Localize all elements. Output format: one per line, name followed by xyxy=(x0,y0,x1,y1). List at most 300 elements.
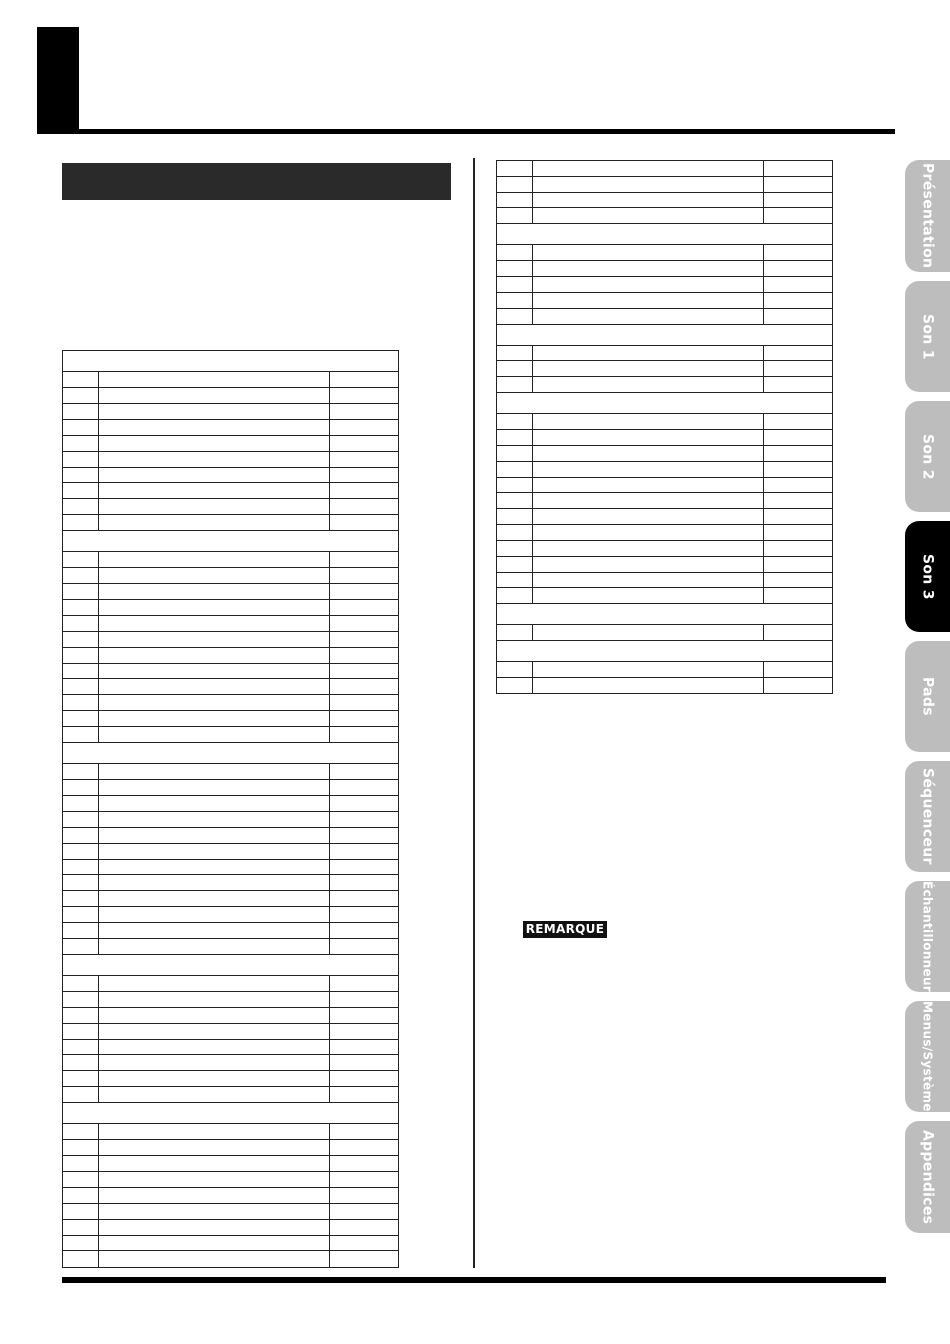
name-cell xyxy=(99,1251,330,1268)
table-row xyxy=(63,515,399,531)
table-row xyxy=(63,419,399,435)
table-row xyxy=(497,525,833,541)
tab-menus-systeme[interactable] xyxy=(905,1001,950,1112)
number-cell xyxy=(63,515,99,531)
table-row xyxy=(497,461,833,477)
value-cell xyxy=(330,991,399,1007)
table-row xyxy=(497,678,833,694)
name-cell xyxy=(99,467,330,483)
value-cell xyxy=(330,1124,399,1140)
name-cell xyxy=(99,780,330,796)
group-header-cell xyxy=(63,954,399,975)
name-cell xyxy=(533,377,764,393)
value-cell xyxy=(764,662,833,678)
number-cell xyxy=(497,308,533,324)
number-cell xyxy=(497,445,533,461)
value-cell xyxy=(330,780,399,796)
table-row xyxy=(63,695,399,711)
table-row xyxy=(497,361,833,377)
value-cell xyxy=(330,1187,399,1203)
value-cell xyxy=(330,764,399,780)
value-cell xyxy=(330,663,399,679)
number-cell xyxy=(63,795,99,811)
table-row xyxy=(497,556,833,572)
name-cell xyxy=(99,907,330,923)
table-row xyxy=(63,1219,399,1235)
value-cell xyxy=(764,525,833,541)
value-cell xyxy=(764,678,833,694)
number-cell xyxy=(63,976,99,992)
value-cell xyxy=(330,843,399,859)
table-row xyxy=(63,568,399,584)
table-row xyxy=(63,795,399,811)
value-cell xyxy=(330,451,399,467)
name-cell xyxy=(533,161,764,177)
name-cell xyxy=(99,1235,330,1251)
table-row xyxy=(63,891,399,907)
tab-label: Son 2 xyxy=(919,433,936,480)
name-cell xyxy=(99,631,330,647)
name-cell xyxy=(533,572,764,588)
value-cell xyxy=(330,923,399,939)
number-cell xyxy=(63,1071,99,1087)
value-cell xyxy=(764,345,833,361)
name-cell xyxy=(533,277,764,293)
number-cell xyxy=(497,161,533,177)
name-cell xyxy=(533,430,764,446)
table-row xyxy=(63,1124,399,1140)
value-cell xyxy=(764,308,833,324)
value-cell xyxy=(330,1219,399,1235)
number-cell xyxy=(63,1235,99,1251)
number-cell xyxy=(63,372,99,388)
name-cell xyxy=(533,176,764,192)
value-cell xyxy=(764,556,833,572)
number-cell xyxy=(63,1172,99,1188)
value-cell xyxy=(330,568,399,584)
header-rule xyxy=(37,129,895,134)
name-cell xyxy=(99,483,330,499)
table-group-header xyxy=(63,531,399,552)
table-row xyxy=(63,435,399,451)
name-cell xyxy=(533,588,764,604)
tab-label: Échantillonneur xyxy=(920,881,935,992)
number-cell xyxy=(497,625,533,641)
name-cell xyxy=(99,552,330,568)
tab-pads[interactable] xyxy=(905,641,950,752)
value-cell xyxy=(330,695,399,711)
name-cell xyxy=(533,625,764,641)
number-cell xyxy=(63,1203,99,1219)
tab-son-2[interactable] xyxy=(905,401,950,512)
name-cell xyxy=(99,599,330,615)
number-cell xyxy=(63,584,99,600)
table-row xyxy=(497,509,833,525)
number-cell xyxy=(63,499,99,515)
name-cell xyxy=(99,568,330,584)
name-cell xyxy=(99,1071,330,1087)
table-row xyxy=(63,1007,399,1023)
value-cell xyxy=(764,588,833,604)
number-cell xyxy=(63,1055,99,1071)
number-cell xyxy=(63,811,99,827)
number-cell xyxy=(63,1039,99,1055)
number-cell xyxy=(63,631,99,647)
table-row xyxy=(63,483,399,499)
table-row xyxy=(497,345,833,361)
table-row xyxy=(63,1203,399,1219)
name-cell xyxy=(99,419,330,435)
table-row xyxy=(63,1071,399,1087)
value-cell xyxy=(330,711,399,727)
name-cell xyxy=(99,1087,330,1103)
table-row xyxy=(63,552,399,568)
name-cell xyxy=(99,1039,330,1055)
name-cell xyxy=(99,451,330,467)
name-cell xyxy=(99,859,330,875)
value-cell xyxy=(330,1039,399,1055)
value-cell xyxy=(764,161,833,177)
name-cell xyxy=(99,372,330,388)
table-row xyxy=(497,414,833,430)
number-cell xyxy=(497,556,533,572)
table-row xyxy=(63,1172,399,1188)
footer-rule xyxy=(62,1277,886,1283)
number-cell xyxy=(63,388,99,404)
group-header-cell xyxy=(497,393,833,414)
tab-son-1[interactable] xyxy=(905,281,950,392)
number-cell xyxy=(63,435,99,451)
table-row xyxy=(63,599,399,615)
table-row xyxy=(63,711,399,727)
name-cell xyxy=(533,540,764,556)
value-cell xyxy=(330,891,399,907)
group-header-cell xyxy=(497,641,833,662)
name-cell xyxy=(533,678,764,694)
number-cell xyxy=(63,1251,99,1268)
value-cell xyxy=(330,938,399,954)
number-cell xyxy=(63,552,99,568)
name-cell xyxy=(99,584,330,600)
value-cell xyxy=(330,552,399,568)
table-group-header xyxy=(497,324,833,345)
table-row xyxy=(497,161,833,177)
column-divider xyxy=(473,158,475,1268)
table-row xyxy=(63,631,399,647)
number-cell xyxy=(497,192,533,208)
value-cell xyxy=(330,1172,399,1188)
tab-label: Son 3 xyxy=(919,553,936,600)
value-cell xyxy=(330,907,399,923)
number-cell xyxy=(497,361,533,377)
table-row xyxy=(497,176,833,192)
number-cell xyxy=(63,1187,99,1203)
tab-presentation[interactable] xyxy=(905,160,950,272)
number-cell xyxy=(63,875,99,891)
name-cell xyxy=(533,308,764,324)
group-header-cell xyxy=(497,224,833,245)
number-cell xyxy=(63,727,99,743)
value-cell xyxy=(764,572,833,588)
value-cell xyxy=(330,584,399,600)
number-cell xyxy=(63,827,99,843)
number-cell xyxy=(63,923,99,939)
number-cell xyxy=(63,467,99,483)
tab-appendices[interactable] xyxy=(905,1121,950,1233)
table-group-header xyxy=(63,954,399,975)
name-cell xyxy=(533,662,764,678)
value-cell xyxy=(330,1071,399,1087)
table-row xyxy=(63,451,399,467)
name-cell xyxy=(99,388,330,404)
value-cell xyxy=(330,1140,399,1156)
value-cell xyxy=(764,540,833,556)
table-row xyxy=(63,467,399,483)
number-cell xyxy=(63,991,99,1007)
name-cell xyxy=(99,1124,330,1140)
table-row xyxy=(63,827,399,843)
name-cell xyxy=(533,345,764,361)
table-row xyxy=(497,493,833,509)
value-cell xyxy=(330,1087,399,1103)
number-cell xyxy=(63,891,99,907)
group-header-cell xyxy=(63,531,399,552)
number-cell xyxy=(497,261,533,277)
name-cell xyxy=(99,976,330,992)
name-cell xyxy=(99,827,330,843)
value-cell xyxy=(764,414,833,430)
tab-echantillonneur[interactable] xyxy=(905,881,950,992)
tab-label: Présentation xyxy=(919,163,936,269)
table-row xyxy=(63,1235,399,1251)
number-cell xyxy=(497,377,533,393)
group-header-cell xyxy=(497,324,833,345)
number-cell xyxy=(497,477,533,493)
value-cell xyxy=(330,859,399,875)
table-row xyxy=(63,1023,399,1039)
number-cell xyxy=(63,1124,99,1140)
number-cell xyxy=(63,1007,99,1023)
name-cell xyxy=(99,795,330,811)
name-cell xyxy=(99,515,330,531)
value-cell xyxy=(330,372,399,388)
table-row xyxy=(63,647,399,663)
table-row xyxy=(497,588,833,604)
table-row xyxy=(63,1156,399,1172)
value-cell xyxy=(330,403,399,419)
name-cell xyxy=(99,727,330,743)
value-cell xyxy=(330,483,399,499)
number-cell xyxy=(63,679,99,695)
name-cell xyxy=(533,556,764,572)
name-cell xyxy=(99,1007,330,1023)
name-cell xyxy=(99,991,330,1007)
value-cell xyxy=(330,1251,399,1268)
remarque-badge: REMARQUE xyxy=(523,921,607,938)
number-cell xyxy=(63,663,99,679)
number-cell xyxy=(63,711,99,727)
number-cell xyxy=(63,568,99,584)
number-cell xyxy=(63,1156,99,1172)
table-row xyxy=(63,811,399,827)
name-cell xyxy=(533,361,764,377)
table-row xyxy=(497,572,833,588)
value-cell xyxy=(330,1055,399,1071)
number-cell xyxy=(497,588,533,604)
value-cell xyxy=(330,631,399,647)
name-cell xyxy=(99,695,330,711)
table-row xyxy=(63,584,399,600)
tab-son-3[interactable] xyxy=(905,521,950,632)
number-cell xyxy=(63,1219,99,1235)
value-cell xyxy=(330,1203,399,1219)
name-cell xyxy=(99,663,330,679)
number-cell xyxy=(497,509,533,525)
number-cell xyxy=(497,292,533,308)
name-cell xyxy=(99,403,330,419)
group-header-cell xyxy=(497,604,833,625)
name-cell xyxy=(99,1219,330,1235)
name-cell xyxy=(533,493,764,509)
number-cell xyxy=(497,277,533,293)
name-cell xyxy=(99,711,330,727)
table-row xyxy=(497,430,833,446)
value-cell xyxy=(330,727,399,743)
value-cell xyxy=(764,377,833,393)
name-cell xyxy=(99,875,330,891)
table-row xyxy=(497,245,833,261)
table-row xyxy=(497,662,833,678)
group-header-cell xyxy=(63,1103,399,1124)
table-row xyxy=(497,445,833,461)
table-group-header xyxy=(63,1103,399,1124)
value-cell xyxy=(764,261,833,277)
table-row xyxy=(497,292,833,308)
table-row xyxy=(63,843,399,859)
table-row xyxy=(63,388,399,404)
tab-label: Pads xyxy=(919,677,936,716)
name-cell xyxy=(533,261,764,277)
value-cell xyxy=(764,625,833,641)
name-cell xyxy=(99,764,330,780)
name-cell xyxy=(533,477,764,493)
table-row xyxy=(63,859,399,875)
value-cell xyxy=(330,435,399,451)
name-cell xyxy=(533,208,764,224)
name-cell xyxy=(99,843,330,859)
number-cell xyxy=(63,483,99,499)
name-cell xyxy=(533,245,764,261)
number-cell xyxy=(497,678,533,694)
value-cell xyxy=(330,679,399,695)
name-cell xyxy=(99,1156,330,1172)
tab-label: Son 1 xyxy=(919,313,936,360)
number-cell xyxy=(497,245,533,261)
tab-sequenceur[interactable] xyxy=(905,761,950,872)
table-row xyxy=(497,625,833,641)
number-cell xyxy=(63,764,99,780)
number-cell xyxy=(63,938,99,954)
value-cell xyxy=(330,976,399,992)
number-cell xyxy=(63,859,99,875)
number-cell xyxy=(497,430,533,446)
number-cell xyxy=(63,1140,99,1156)
table-group-header xyxy=(63,742,399,763)
group-header-cell xyxy=(63,742,399,763)
number-cell xyxy=(63,1023,99,1039)
value-cell xyxy=(764,493,833,509)
table-row xyxy=(63,663,399,679)
table-row xyxy=(63,403,399,419)
table-group-header xyxy=(497,393,833,414)
table-row xyxy=(497,208,833,224)
value-cell xyxy=(764,292,833,308)
value-cell xyxy=(764,477,833,493)
number-cell xyxy=(63,1087,99,1103)
name-cell xyxy=(533,445,764,461)
value-cell xyxy=(330,419,399,435)
value-cell xyxy=(330,515,399,531)
value-cell xyxy=(330,1023,399,1039)
name-cell xyxy=(99,938,330,954)
parameter-table-right xyxy=(496,160,833,694)
table-row xyxy=(63,991,399,1007)
number-cell xyxy=(497,461,533,477)
number-cell xyxy=(497,493,533,509)
parameter-table-left xyxy=(62,350,399,1268)
value-cell xyxy=(764,445,833,461)
name-cell xyxy=(99,1187,330,1203)
value-cell xyxy=(330,499,399,515)
table-row xyxy=(63,372,399,388)
table-row xyxy=(63,679,399,695)
name-cell xyxy=(99,679,330,695)
name-cell xyxy=(99,1055,330,1071)
name-cell xyxy=(99,811,330,827)
name-cell xyxy=(533,461,764,477)
name-cell xyxy=(99,1172,330,1188)
table-row xyxy=(63,976,399,992)
value-cell xyxy=(330,875,399,891)
number-cell xyxy=(497,414,533,430)
name-cell xyxy=(533,525,764,541)
value-cell xyxy=(330,795,399,811)
tab-label: Menus/Système xyxy=(920,1001,935,1112)
table-group-header xyxy=(497,641,833,662)
value-cell xyxy=(764,192,833,208)
value-cell xyxy=(764,245,833,261)
table-group-header xyxy=(497,604,833,625)
name-cell xyxy=(99,615,330,631)
number-cell xyxy=(497,176,533,192)
name-cell xyxy=(533,192,764,208)
chapter-marker xyxy=(37,27,79,133)
table-row xyxy=(63,1055,399,1071)
number-cell xyxy=(63,419,99,435)
table-group-header xyxy=(63,351,399,372)
name-cell xyxy=(99,1140,330,1156)
tab-label: Séquenceur xyxy=(919,768,936,865)
name-cell xyxy=(533,509,764,525)
table-row xyxy=(63,615,399,631)
name-cell xyxy=(99,647,330,663)
number-cell xyxy=(497,572,533,588)
value-cell xyxy=(330,615,399,631)
group-header-cell xyxy=(63,351,399,372)
table-row xyxy=(63,780,399,796)
table-row xyxy=(63,499,399,515)
number-cell xyxy=(63,403,99,419)
